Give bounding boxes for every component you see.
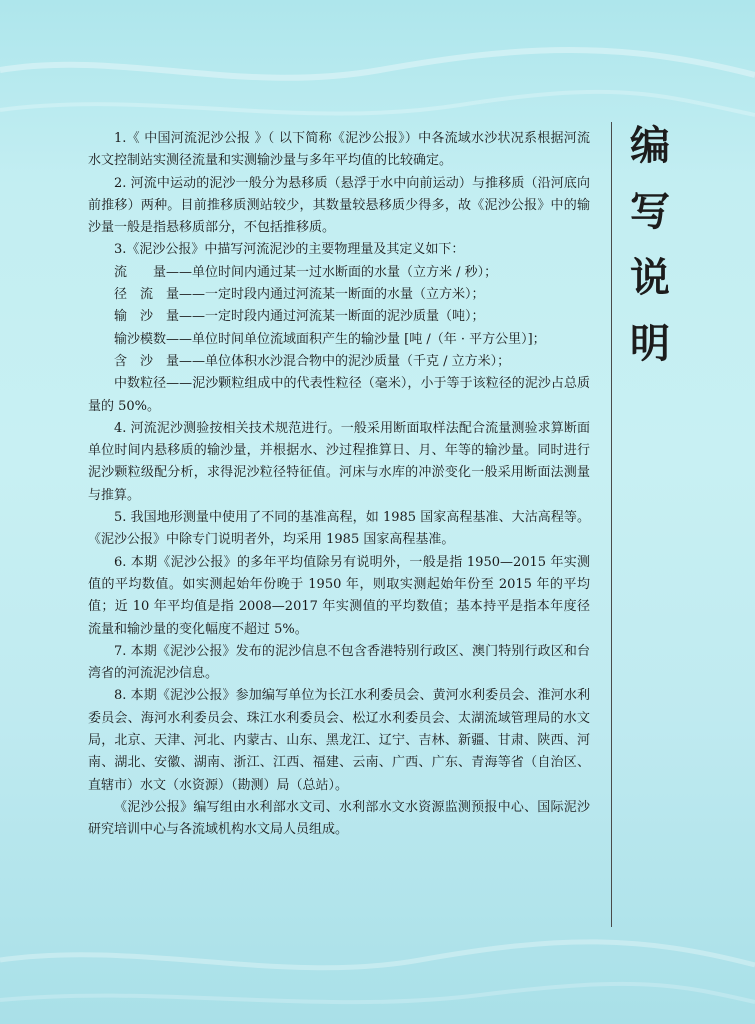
definition-line: 输 沙 量——一定时段内通过河流某一断面的泥沙质量（吨）； xyxy=(114,309,485,325)
note-paragraph: 6. 本期《泥沙公报》的多年平均值除另有说明外，一般是指 1950—2015 年实测值的平均数值。如实测起始年份晚于 1950 年，则取实测起始年份至 2015 年的平均值；近 10 年平均值是指 2008—2017 年实测值的平均数值；基本持平是指本年度径流量和输沙量的变化幅度不超过 5%。 xyxy=(88,554,590,637)
section-title xyxy=(626,123,674,390)
note-paragraph: 4. 河流泥沙测验按相关技术规范进行。一般采用断面取样法配合流量测验求算断面单位时间内悬移质的输沙量，并根据水、沙过程推算日、月、年等的输沙量。同时进行泥沙颗粒级配分析，求得泥沙粒径特征值。河床与水库的冲淤变化一般采用断面法测量与推算。 xyxy=(88,420,590,503)
definition-line: 径 流 量——一定时段内通过河流某一断面的水量（立方米）； xyxy=(114,287,485,303)
note-paragraph: 8. 本期《泥沙公报》参加编写单位为长江水利委员会、黄河水利委员会、淮河水利委员会、海河水利委员会、珠江水利委员会、松辽水利委员会、太湖流域管理局的水文局，北京、天津、河北、内蒙古、山东、黑龙江、辽宁、吉林、新疆、甘肃、陕西、河南、湖北、安徽、湖南、浙江、江西、福建、云南、广西、广东、青海等省（自治区、直辖市）水文（水资源）（勘测）局（总站）。 xyxy=(88,688,590,793)
definition-line: 流 量——单位时间内通过某一过水断面的水量（立方米 / 秒）； xyxy=(114,264,498,280)
definition-line: 输沙模数——单位时间单位流域面积产生的输沙量 [吨 /（年 · 平方公里）]； xyxy=(114,331,546,347)
note-paragraph: 中数粒径——泥沙颗粒组成中的代表性粒径（毫米），小于等于该粒径的泥沙占总质量的 50%。 xyxy=(88,376,590,414)
explanatory-notes xyxy=(88,128,590,842)
note-paragraph: 《泥沙公报》编写组由水利部水文司、水利部水文水资源监测预报中心、国际泥沙研究培训中心与各流域机构水文局人员组成。 xyxy=(88,799,590,838)
note-paragraph: 3.《泥沙公报》中描写河流泥沙的主要物理量及其定义如下： xyxy=(114,242,465,258)
note-paragraph: 5. 我国地形测量中使用了不同的基准高程，如 1985 国家高程基准、大沽高程等。《泥沙公报》中除专门说明者外，均采用 1985 国家高程基准。 xyxy=(88,510,590,548)
definition-line: 含 沙 量——单位体积水沙混合物中的泥沙质量（千克 / 立方米）； xyxy=(114,353,511,369)
note-paragraph: 7. 本期《泥沙公报》发布的泥沙信息不包含香港特别行政区、澳门特别行政区和台湾省的河流泥沙信息。 xyxy=(88,643,590,682)
title-char: 编 xyxy=(630,123,670,169)
note-paragraph: 1.《 中国河流泥沙公报 》（ 以下简称《泥沙公报》）中各流域水沙状况系根据河流水文控制站实测径流量和实测输沙量与多年平均值的比较确定。 xyxy=(88,131,590,169)
title-char: 写 xyxy=(630,189,670,235)
title-char: 说 xyxy=(630,255,670,301)
vertical-divider xyxy=(611,122,612,927)
note-paragraph: 2. 河流中运动的泥沙一般分为悬移质（悬浮于水中向前运动）与推移质（沿河底向前推移）两种。目前推移质测站较少，其数量较悬移质少得多，故《泥沙公报》中的输沙量一般是指悬移质部分，不包括推移质。 xyxy=(88,175,590,236)
title-char: 明 xyxy=(630,321,670,367)
